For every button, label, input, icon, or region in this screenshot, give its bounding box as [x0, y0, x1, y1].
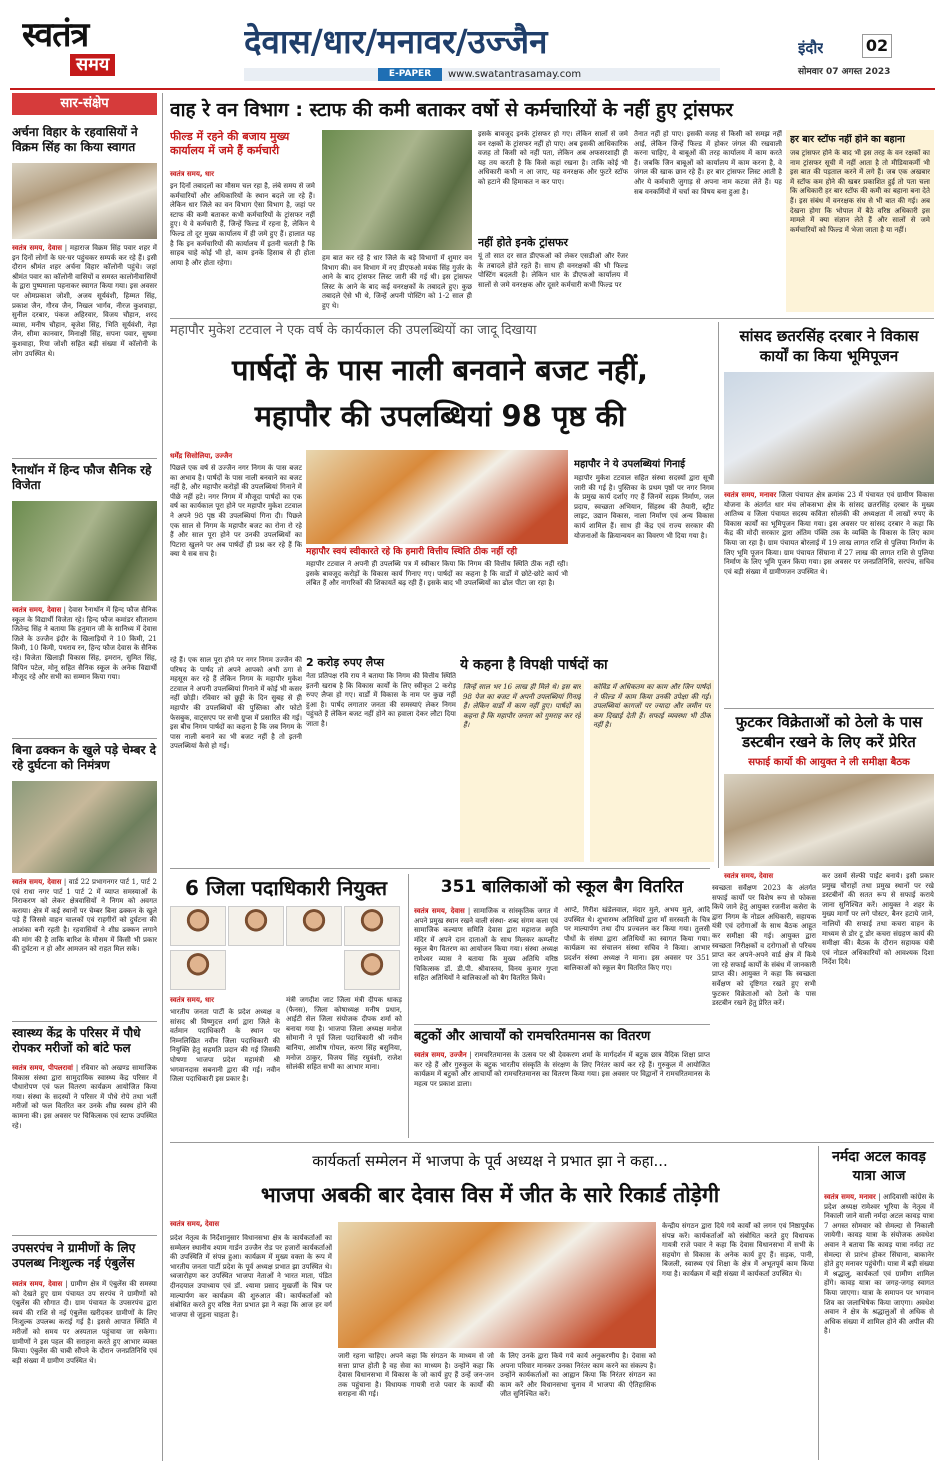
official-portrait — [228, 906, 284, 946]
sidebar-item-body: स्वतंत्र समय, देवास | महाराज विक्रम सिंह पवार शहर में इन दिनों लोगों के घर-घर पहुंचकर सम्पर्क कर रहे हैं। इसी दौरान श्रीमंत शहर अर्चना विहार कॉलोनी पहुंचे। जहां श्रीमंत पवार का कॉलोनी वासियों व समस्त कालोनीवासियों के द्वारा पुष्पमाला पहनाकर स्वागत किया गया। इस अवसर पर ओमप्रकाश जोशी, अजय सूर्यवंशी, हिम्मत सिंह, प्रकाश जैन, गौरव जैन, निखल भार्गव, नीरज कुशवाहा, सुनील दरबार, पंकज अहिरवार, विजय चौहान, शरद व्यास, मनीष चौहान, बृजेश सिंह, भिति सूर्यवंशी, नेहा जैन, सीमा कानवार, मिनाक्षी सिंह, सपना पवार, सुषमा कुशवाहा, रिया जोशी सहित बड़ी संख्या में कॉलोनी के लोग उपस्थित थे। — [12, 243, 157, 358]
mayor-col1: पिछले एक वर्ष से उज्जैन नगर निगम के पास बजट का अभाव है। पार्षदों के पास नाली बनवाने का बजट नहीं है, और महापौर करोड़ों की उपलब्धियां गिनाने में पीछे नहीं हटे। नगर निगम में मौजूदा पार्षदों का एक वर्ष का कार्यकाल पूरा होने पर महापौर मुकेश टटवाल ने अपने 98 पृष्ठ की उपलब्धियां गिना दी। पिछले एक साल से निगम के महापौर बजट का रोना रो रहे हैं और साल पूरा होने पर उनकी उपलब्धियों का पिटारा खुलने पर अब पार्षदों ही प्रश्न कर रहे हैं कि क्या ये सब सच है। — [170, 464, 302, 559]
sidebar-item-body: स्वतंत्र समय, देवास | वार्ड 22 प्रभागनगर पार्ट 1, पार्ट 2 एवं राधा नगर पार्ट 1 पार्ट 2 में व्याप्त समस्याओं के निराकरण को लेकर क्षेत्रवासियों ने निगम को अवगत कराया। क्षेत्र में कई स्थानों पर चेम्बर बिना ढक्कन के खुले पड़े हैं जिससे वाहन चालकों एवं राहगीरों को दुर्घटना की आशंका बनी रहती है। रहवासियों ने शीघ्र ढक्कन लगाने की मांग की है ताकि बारिश के मौसम में किसी भी प्रकार की दुर्घटना न हो और आमजन को राहत मिल सके। — [12, 877, 157, 954]
narmada-headline: नर्मदा अटल कावड़ यात्रा आज — [832, 1149, 926, 1184]
sidebar-item-byline: स्वतंत्र समय, देवास — [12, 243, 63, 252]
mayor-sidebox-body: महापौर मुकेश टटवाल सहित संस्था सदस्यों द्वारा सूची जारी की गई है। पुस्तिका के प्रथम पृष्ठों पर नगर निगम के प्रमुख कार्य दर्शाए गए हैं जिनमें सड़क निर्माण, जल प्रदाय, स्वच्छता अभियान, सिंहस्थ की तैयारी, स्ट्रीट लाइट, उद्यान विकास, नाला निर्माण एवं अन्य विकास कार्य शामिल हैं। साथ ही केंद्र एवं राज्य सरकार की योजनाओं के क्रियान्वयन का विवरण भी दिया गया है। — [574, 474, 714, 540]
page-number: 02 — [862, 34, 892, 58]
vendors-photo — [724, 774, 934, 866]
sidebar-item-headline: रैनाथॉन में हिन्द फौज सैनिक रहे विजेता — [12, 463, 152, 492]
sidebar-photo — [12, 781, 157, 873]
vendors-subhead: सफाई कार्यो की आयुक्त ने ली समीक्षा बैठक — [748, 757, 910, 768]
narmada-body: स्वतंत्र समय, मनावर | आदिवासी कांग्रेस के प्रदेश अध्यक्ष रामेश्वर भूरिया के नेतृत्व में निकाली जाने वाली नर्मदा अटल कावड़ यात्रा 7 अगस्त सोमवार को सेमल्दा से निकाली जायेगी। कावड़ यात्रा के संयोजक अवधेश अवान ने बताया कि कावड़ यात्रा नर्मदा तट सेमल्दा से प्रारंभ होकर सिंघाना, बाकानेर होते हुए मनावर पहुंचेगी। यात्रा में बड़ी संख्या में श्रद्धालु, कार्यकर्ता एवं ग्रामीण शामिल होंगे। कावड़ यात्रा का जगह-जगह स्वागत किया जाएगा। यात्रा के समापन पर भगवान शिव का जलाभिषेक किया जाएगा। अवधेश अवान ने क्षेत्र के श्रद्धालुओं से अधिक से अधिक संख्या में शामिल होने की अपील की है। — [824, 1192, 934, 1336]
vendors-byline: स्वतंत्र समय, देवास — [724, 872, 774, 880]
mayor-col2: रहे हैं। एक साल पूरा होने पर नगर निगम उज्जैन की परिषद के पार्षद तो अपने आपको अभी ठगा से महसूस कर रहे हैं लेकिन निगम के महापौर मुकेश टटवाल ने अपनी उपलब्धियां गिनाने में कोई भी कसर नहीं छोड़ी। रविवार को छुट्टी के दिन सुबह से ही महापौर की उपलब्धियों की पुस्तिका और फोटो फेसबुक, वाट्सएप पर सभी ग्रुप्स में प्रसारित की गई। इस बीच निगम पार्षदों का कहना है कि जब निगम के पास नाली बनाने का भी बजट नहीं है तो इतनी उपलब्धियां कैसे हो गईं। — [170, 656, 302, 751]
sidebar-title: सार-संक्षेप — [12, 93, 157, 115]
city-label: इंदौर — [798, 39, 824, 57]
forest-headline: वाह रे वन विभाग : स्टाफ की कमी बताकर वर्षो से कर्मचारियों के नहीं हुए ट्रांसफर — [170, 99, 734, 121]
mayor-sidebox-title: महापौर ने ये उपलब्धियां गिनाई — [574, 459, 685, 470]
bjp-col4: केन्द्रीय संगठन द्वारा दिये गये कार्यों को लगन एवं निष्ठापूर्वक संपन्न करें। कार्यकर्ताओं को संबोधित करते हुए विधायक गायत्री राजे पवार ने कहा कि देवास विधानसभा में सभी के सहयोग से विकास के अनेक कार्य हुए हैं। सड़क, पानी, बिजली, स्वास्थ्य एवं शिक्षा के क्षेत्र में अभूतपूर्व काम किया गया है। कार्यक्रम में बड़ी संख्या में कार्यकर्ता उपस्थित थे। — [662, 1222, 814, 1278]
mayor-caption-body: महापौर टटवाल ने अपनी ही उपलब्धि पत्र में स्वीकार किया कि निगम की वित्तीय स्थिति ठीक नहीं रही। इसके बावजूद करोड़ों के विकास कार्य गिनाए गए। पार्षदों का कहना है कि वार्डों में छोटे-छोटे कार्य भी लंबित हैं और नागरिकों की शिकायतें बढ़ रही हैं। इसके बाद भी उपलब्धियों का ढोल पीटा जा रहा है। — [306, 560, 568, 588]
forest-box-body: जब ट्रांसफर होने के बाद भी इस तरह के वन रक्षकों का नाम ट्रांसफर सूची में नहीं आता है तो मीडियाकर्मी भी इस बात की पड़ताल करने में लगे हैं। जब एक अखबार में स्टॉफ कम होने की खबर प्रकाशित हुई तो पता चला कि अधिकारी हर बार स्टॉफ की कमी का बहाना बना देते हैं। इस संबंध में वनरक्षक संघ से भी बात की गई। अब देखना होगा कि भोपाल में बैठे वरिष्ठ अधिकारी इस मामले में क्या संज्ञान लेते हैं और सालों से जमे कर्मचारियों को फिल्ड में भेजा जाता है या नहीं। — [790, 149, 930, 234]
mayor-caption: महापौर स्वयं स्वीकारते रहे कि हमारी वित्तीय स्थिति ठीक नहीं रही — [306, 547, 518, 557]
forest-col4: तैनात नहीं हो पाए। इसकी वजह से किसी को समझ नहीं आई, लेकिन जिन्हें फिल्ड में होकर जंगल की रखवाली करना चाहिए, वे बाबूओं की तरह कार्यालय में काम करते हैं। जबकि जिन बाबूओं को कार्यालय में काम करना है, वे जंगल की खाक छान रहे हैं। हर बार ट्रांसफर लिस्ट आती है और ये कर्मचारी जुगाड़ से अपना नाम कटवा लेते हैं। यह सब वनकर्मियों में चर्चा का विषय बना हुआ है। — [634, 130, 782, 196]
bags-byline: स्वतंत्र समय, देवास — [414, 906, 465, 915]
mayor-kicker: महापौर मुकेश टटवाल ने एक वर्ष के कार्यकाल की उपलब्धियों का जादू दिखाया — [170, 323, 537, 338]
bjp-headline: भाजपा अबकी बार देवास विस में जीत के सारे रिकार्ड तोड़ेगी — [260, 1183, 720, 1207]
sidebar-photo — [12, 501, 157, 601]
sidebar-item-byline: स्वतंत्र समय, देवास — [12, 605, 62, 614]
opposition-quote-2: कोविड में अधिकतम का काम और जिन पार्षदों ने फील्ड में काम किया उनकी उपेक्षा की गई। उपलब्धियां कागजों पर ज्यादा और जमीन पर कम दिखाई देती हैं। सफाई व्यवस्था भी ठीक नहीं है। — [593, 683, 711, 730]
mayor-byline: धर्मेंद्र सिसोलिया, उज्जैन — [170, 452, 233, 460]
bjp-kicker: कार्यकर्ता सम्मेलन में भाजपा के पूर्व अध्यक्ष ने प्रभात झा ने कहा... — [312, 1152, 668, 1170]
official-portrait — [170, 906, 226, 946]
sidebar-item-body: स्वतंत्र समय, देवास | देवास रैनाथॉन में हिन्द फौज सैनिक स्कूल के विद्यार्थी विजेता रहे। हिन्द फौज कमांडर सीताराम जितेन्द्र सिंह ने बताया कि हनुमान जी के सानिध्य में देवास जिले के उज्जैन इंदौर के खिलाड़ियों ने 10 किमी, 21 किमी, 10 किमी, पथराव रन, हिन्द फौज देवास के सैनिक रहे। विजेता खिलाड़ी विकास सिंह, इमरान, सुमित सिंह, विपिन पटेल, मोनू सहित सैनिक स्कूल के अनेक विद्यार्थी मौजूद रहे और सभी का सम्मान किया गया। — [12, 605, 157, 682]
bjp-col2: जारी रहना चाहिए। अपने कहा कि संगठन के माध्यम से जो सत्ता प्राप्त होती है वह सेवा का माध्यम है। उन्होंने कहा कि देवास विधानसभा में विकास के जो कार्य हुए हैं उन्हें जन-जन तक पहुंचाना है। विधायक गायत्री राजे पवार के कार्यों की सराहना की गई। — [338, 1352, 494, 1399]
opposition-quote-1: जिन्हें साल भर 16 लाख ही मिले थे। इस बार 98 पेज का बजट में अपनी उपलब्धियां गिनाई हैं। लेकिन वार्डों में काम नहीं हुए। पार्षदों का कहना है कि महापौर जनता को गुमराह कर रहे हैं। — [463, 683, 581, 730]
vendors-col1: स्वच्छता सर्वेक्षण 2023 के अंतर्गत सफाई कार्यों पर विशेष रूप से फोकस किये जाने हेतु आयुक्त रजनीश कसेरा के द्वारा निगम के नोडल अधिकारी, सहायक यंत्री एवं दरोगाओं के साथ बैठक आहूत कर समीक्षा की गई। आयुक्त द्वारा स्वच्छता निरीक्षकों व दरोगाओं से परिचय प्राप्त कर अपने-अपने वार्ड क्षेत्र में किये जा रहे सफाई कार्यों के संबंध में जानकारी प्राप्त की। आयुक्त ने कहा कि स्वच्छता सर्वेक्षण को दृष्टिगत रखते हुए सभी फुटकर विक्रेताओं को ठेलो के पास डस्टबीन रखने हेतु प्रेरित करें। — [712, 884, 816, 1008]
vendors-col2: कर उसमें सेल्फी पाईंट बनाये। इसी प्रकार प्रमुख चौराहों तथा प्रमुख स्थानों पर रखे डस्टबीनों की सतत रूप से सफाई कराये जाना सुनिश्चित करें। आयुक्त ने शहर के मुख्य मार्गों पर लगे पोस्टर, बैनर हटाये जाने, नालियों की सफाई तथा कचरा वाहन के माध्यम से डोर टू डोर कचरा संग्रहण कार्य की समीक्षा की। बैठक के दौरान सहायक यंत्री एवं नोडल अधिकारियों को आवश्यक दिशा निर्देश दिये। — [822, 872, 934, 967]
sidebar-item-byline: स्वतंत्र समय, पीपलरावां — [12, 1063, 73, 1072]
mp-body: स्वतंत्र समय, मनावर जिला पंचायत क्षेत्र क्रमांक 23 में पंचायत एवं ग्रामीण विकास योजना के अंतर्गत धार मंच लोकसभा क्षेत्र के सांसद छतरसिंह दरबार के मुख्य आतिथ्य व जिला पंचायत सदस्य कविता सोलंकी की अध्यक्षता में लाखों रुपए के विकास कार्यों का भूमिपूजन किया गया। इस अवसर पर सांसद दरबार ने कहा कि केंद्र की मोदी सरकार द्वारा अंतिम पंक्ति तक के व्यक्ति के विकास के लिए काम किया जा रहा है। ग्राम पंचायत बोरलाई में 19 लाख लागत राशि से पुलिया निर्माण के लिए भूमि पूजन किया। ग्राम पंचायत सिंघाना में 27 लाख की लागत राशि से पुलिया निर्माण के लिए भूमि पूजन किया गया। इस अवसर पर जनप्रतिनिधि, सरपंच, सचिव एवं बड़ी संख्या में ग्रामीणजन उपस्थित थे। — [724, 490, 934, 576]
mp-photo — [724, 372, 934, 484]
sidebar-item-headline: बिना ढक्कन के खुले पड़े चेम्बर दे रहे दुर्घटना को निमंत्रण — [12, 743, 157, 772]
official-portrait — [344, 906, 400, 946]
forest-col2: हम बात कर रहे है धार जिले के बड़े विभागों में शुमार वन विभाग की। वन विभाग में नए डीएफओ मयंक सिंह गुर्जर के आने के बाद ट्रांसफर लिस्ट जारी की गई थी। इस ट्रांसफर लिस्ट के आने के बाद कई वनरक्षकों के तबादले हुए। कुछ तबादले ऐसे भी थे, जिन्हें अपनी पोस्टिंग को 1-2 साल ही हुए थे। — [322, 254, 472, 310]
bjp-col1: प्रदेश नेतृत्व के निर्देशानुसार विधानसभा क्षेत्र के कार्यकर्ताओं का सम्मेलन स्थानीय श्याम गार्डन उज्जैन रोड पर हजारों कार्यकर्ताओं की उपस्थिति में संपन्न हुआ। कार्यक्रम में मुख्य वक्ता के रूप में भारतीय जनता पार्टी प्रदेश के पूर्व अध्यक्ष प्रभात झा उपस्थित थे। ध्वजारोहण कर उपस्थित भाजपा नेताओं ने भारत माता, पंडित दीनदयाल उपाध्याय एवं डॉ. श्यामा प्रसाद मुखर्जी के चित्र पर माल्यार्पण कर कार्यक्रम की शुरुआत की। कार्यकर्ताओं को संबोधित करते हुए वरिष्ठ नेता प्रभात झा ने कहा कि आज हर वर्ग भाजपा से जुड़ना चाहता है। — [170, 1234, 332, 1319]
logo-top: स्वतंत्र — [22, 16, 89, 54]
epaper-label: E-PAPER — [378, 68, 442, 81]
opposition-quote-box — [460, 680, 584, 862]
website-link[interactable]: www.swatantrasamay.com — [448, 69, 582, 80]
ramcharit-body: स्वतंत्र समय, उज्जैन | रामचरितमानस के उत्सव पर श्री देवकरण शर्मा के मार्गदर्शन में बटुक छात्र वैदिक शिक्षा प्राप्त कर रहे हैं और गुरुकुल के बटुक भारतीय संस्कृति के संरक्षण के लिए निरंतर कार्य कर रहे हैं। गुरुकुल में आयोजित कार्यक्रम में बटुकों और आचार्यों को रामचरितमानस का वितरण किया गया। इस अवसर पर विद्वानों ने रामचरितमानस के महत्व पर प्रकाश डाला। — [414, 1050, 710, 1088]
opposition-title: ये कहना है विपक्षी पार्षदों का — [460, 657, 608, 673]
ramcharit-byline: स्वतंत्र समय, उज्जैन — [414, 1050, 467, 1059]
sidebar-item-headline: स्वास्थ्य केंद्र के परिसर में पौधे रोपकर मरीजों को बांटे फल — [12, 1026, 141, 1055]
masthead — [0, 0, 945, 88]
edition-title: देवास/धार/मनावर/उज्जैन — [244, 22, 548, 61]
forest-subhead: फील्ड में रहने की बजाय मुख्य कार्यालय में जमे हैं कर्मचारी — [170, 130, 290, 157]
bags-col1: स्वतंत्र समय, देवास | सामाजिक व सांस्कृतिक जगत में अपने प्रमुख स्थान रखने वाली संस्था- शब्द संगम कला एवं सामाजिक कल्याण समिति देवास द्वारा महाराज स्मृति मंदिर में अपने दान दाताओं के साथ मिलकर कम्प्लीट स्कूल बैग वितरण का आयोजन किया गया। संस्था अध्यक्ष रामेश्वर व्यास ने बताया कि मुख्य अतिथि वरिष्ठ चिकित्सक डॉ. डी.पी. श्रीवास्तव, विनय कुमार गुप्ता सहित अतिथियों ने बालिकाओं को बैग वितरित किये। — [414, 906, 558, 983]
logo-bottom: समय — [70, 54, 115, 76]
bags-headline: 351 बालिकाओं को स्कूल बैग वितरित — [440, 877, 684, 897]
sidebar — [12, 93, 157, 1461]
forest-sidebox — [786, 130, 934, 312]
forest-photo — [322, 130, 472, 250]
forest-box-title: हर बार स्टॉफ नहीं होने का बहाना — [790, 134, 905, 145]
mp-headline: सांसद छतरसिंह दरबार ने विकास कार्यों का किया भूमिपूजन — [739, 327, 919, 365]
bjp-byline: स्वतंत्र समय, देवास — [170, 1220, 220, 1228]
sidebar-item-byline: स्वतंत्र समय, देवास — [12, 877, 62, 886]
forest-col3: इसके बावजूद इनके ट्रांसफर हो गए। लेकिन सालों से जमे वन रक्षकों के ट्रांसफर नहीं हो पाए। अब इसकी आधिकारिक वजह तो किसी को नहीं पता, लेकिन अब अफसरशाही ही यह तय करती है कि किसे कहां रखना है। ताकि कोई भी अधिकारी कभी न आ जाए, यह वनरक्षक और फुटरे स्टॉफ को हटाने की हिमाकत न कर पाए। — [478, 130, 628, 186]
mayor-lower-title: 2 करोड़ रुपए लैप्स — [306, 656, 385, 669]
mayor-lower-body: नेता प्रतिपक्ष रवि राय ने बताया कि निगम की वित्तीय स्थिति इतनी खराब है कि विकास कार्यों के लिए स्वीकृत 2 करोड़ रुपए लैप्स हो गए। वार्डों में विकास के नाम पर कुछ नहीं हुआ है। पार्षद लगातार जनता की समस्याएं लेकर निगम पहुंचते हैं लेकिन बजट नहीं होने का हवाला देकर लौटा दिया जाता है। — [306, 672, 456, 728]
date-label: सोमवार 07 अगस्त 2023 — [798, 67, 891, 77]
officials-headline: 6 जिला पदाधिकारी नियुक्त — [184, 876, 388, 900]
mayor-headline-line1: पार्षदों के पास नाली बनवाने बजट नहीं, — [232, 353, 648, 387]
official-portrait — [286, 906, 342, 946]
ramcharit-headline: बटुकों और आचार्यों को रामचरितमानस का वितरण — [414, 1029, 651, 1044]
bjp-col3: के लिए उनके द्वारा किये गये कार्य अनुकरणीय है। देवास को अपना परिवार मानकर उनका निरंतर काम करने का संकल्प है। उन्होंने कार्यकर्ताओं का आह्वान किया कि निरंतर संगठन का काम करें और विधानसभा चुनाव में भाजपा की ऐतिहासिक जीत सुनिश्चित करें। — [500, 1352, 656, 1399]
sidebar-item-body: स्वतंत्र समय, देवास | ग्रामीण क्षेत्र में एंबुलेंस की समस्या को देखते हुए ग्राम पंचायत उप सरपंच ने ग्रामीणों को एंबुलेंस की सौगात दी। ग्राम पंचायत के उपसरपंच द्वारा स्वयं की राशि से नई एंबुलेंस खरीदकर ग्रामीणों के लिए निःशुल्क उपलब्ध कराई गई है। इससे आपात स्थिति में मरीजों को समय पर अस्पताल पहुंचाया जा सकेगा। ग्रामीणों ने इस पहल की सराहना करते हुए आभार व्यक्त किया। एंबुलेंस की चाबी सौंपने के दौरान जनप्रतिनिधि एवं बड़ी संख्या में ग्रामीण उपस्थित थे। — [12, 1279, 157, 1365]
mp-byline: स्वतंत्र समय, मनावर — [724, 490, 777, 499]
officials-col1: भारतीय जनता पार्टी के प्रदेश अध्यक्ष व सांसद श्री विष्णुदत्त शर्मा द्वारा जिले के वर्तमान पदाधिकारी के स्थान पर निम्नलिखित नवीन जिला पदाधिकारी की नियुक्ति हेतु सहमति प्रदान की गई जिसकी घोषणा भाजपा प्रदेश महामंत्री श्री भगवानदास सबनानी द्वारा की गई। नवीन जिला पदाधिकारी इस प्रकार है। — [170, 1008, 280, 1084]
bags-col2: आप्टे, गिरीश खंडेलवाल, मंदार मुले, अभय मुले, आदि उपस्थित थे। शुभारम्भ अतिथियों द्वारा माँ सरस्वती के चित्र पर माल्यार्पण तथा दीप प्रज्वलन कर किया गया। तुलसी पौधों के संस्था द्वारा अतिथियों का स्वागत किया गया। कार्यक्रम का संचालन संस्था सचिव ने किया। आभार प्रदर्शन संस्था अध्यक्ष ने माना। इस अवसर पर 351 बालिकाओं को स्कूल बैग वितरित किए गए। — [564, 906, 710, 972]
vendors-headline: फुटकर विक्रेताओं को ठेलो के पास डस्टबीन रखने के लिए करें प्रेरित — [735, 713, 923, 751]
official-portrait — [344, 950, 400, 990]
official-portrait — [170, 950, 226, 990]
forest-byline: स्वतंत्र समय, धार — [170, 170, 214, 178]
opposition-quote-box — [590, 680, 714, 862]
forest-col1: इन दिनों तबादलों का मौसम चल रहा है, लंबे समय से जमे कर्मचारियों और अधिकारियों के स्थान बदले जा रहे हैं। लेकिन धार जिले का वन विभाग ऐसा विभाग है, जहां पर स्टाफ की कमी बताकर कभी कर्मचारियों के ट्रांसफर नहीं हुए। ये वे कर्मचारी हैं, जिन्हें फिल्ड में रहना है, लेकिन ये फिल्ड तो दूर मुख्य कार्यालय में ही जमे हुए हैं। हालात यह है कि इन कर्मचारियों की कार्यालय में इतनी चलती है कि साहब चाहे कोई भी हो, काम इनके हिसाब से ही होता आया है और होता रहेगा। — [170, 182, 315, 267]
forest-col3-subhead: नहीं होते इनके ट्रांसफर — [478, 236, 569, 249]
mayor-headline-line2: महापौर की उपलब्धियां 98 पृष्ठ की — [254, 399, 626, 433]
sidebar-item-byline: स्वतंत्र समय, देवास — [12, 1279, 63, 1288]
masthead-rule — [10, 88, 935, 90]
sidebar-photo — [12, 163, 157, 239]
bjp-photo — [338, 1222, 656, 1348]
officials-col2: मंत्री जगदीश जाट जिला मंत्री दीपक धाकड़ (फैनस), जिला कोषाध्यक्ष मनीष प्रधान, आईटी सेल जिला संयोजक दीपक शर्मा को बनाया गया है। भाजपा जिला अध्यक्ष मनोज सोमानी ने पूर्व जिला पदाधिकारी श्री नवीन बानिया, आशीष गोयल, करण सिंह बसुनिया, मनोज ठाकुर, विजय सिंह रघुवंशी, राजेश सोलंकी सहित सभी का आभार माना। — [286, 996, 402, 1072]
sidebar-item-headline: अर्चना विहार के रहवासियों ने विक्रम सिंह का किया स्वागत — [12, 125, 138, 154]
sidebar-item-headline: उपसरपंच ने ग्रामीणों के लिए उपलब्ध निःशुल्क नई एंबुलेंस — [12, 1241, 136, 1270]
logo — [22, 16, 152, 86]
mayor-photo — [306, 450, 568, 544]
officials-byline: स्वतंत्र समय, धार — [170, 996, 214, 1004]
sidebar-item-body: स्वतंत्र समय, पीपलरावां | रविवार को अखण्ड सामाजिक विकास संस्था द्वारा सामुदायिक स्वास्थ्य केंद्र परिसर में पौधारोपण एवं फल वितरण कार्यक्रम आयोजित किया गया। संस्था के सदस्यों ने परिसर में पौधे रोपे तथा भर्ती मरीजों को फल वितरित कर उनके शीघ्र स्वस्थ होने की कामना की। इस अवसर पर चिकित्सक एवं स्टाफ उपस्थित रहे। — [12, 1063, 157, 1130]
narmada-byline: स्वतंत्र समय, मनावर — [824, 1192, 876, 1201]
forest-col3b: यूं तो सात दर सात डीएफओ को लेकर एसडीओ और रेंजर के तबादले होते रहते हैं। साथ ही वनरक्षकों की भी फिल्ड पोस्टिंग बदलती है। लेकिन धार के डीएफओ कार्यालय में सालों से जमे वनरक्षक और दूसरे कर्मचारी कभी फिल्ड पर — [478, 252, 628, 289]
